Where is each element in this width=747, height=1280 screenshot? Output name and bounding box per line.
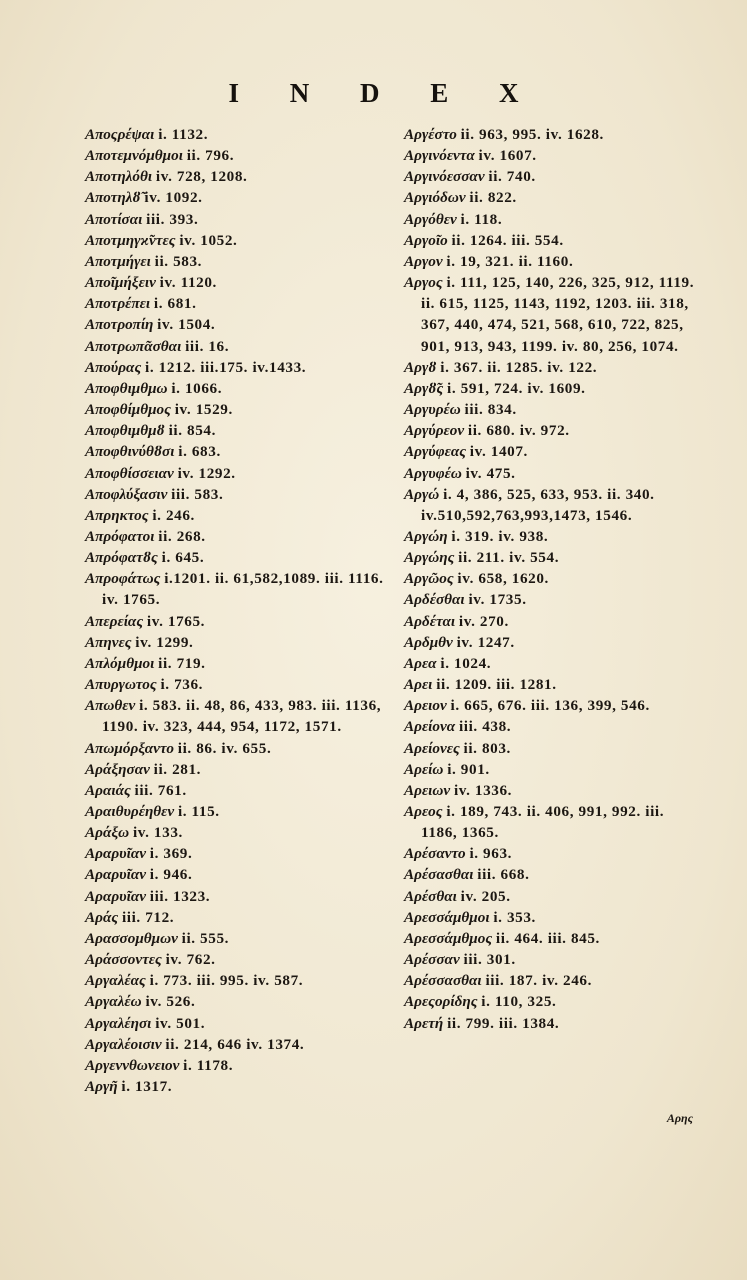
- entry-headword: Αργιόδων: [404, 189, 466, 207]
- entry-headword: Αποςρέψαι: [85, 126, 155, 143]
- entry-references: i. 736.: [160, 676, 204, 694]
- entry-headword: Απούρας: [85, 358, 142, 376]
- entry-references: iv. 1292.: [177, 464, 236, 482]
- index-entry: [85, 1055, 390, 1076]
- index-entry: [85, 928, 390, 949]
- index-entry: [404, 526, 696, 547]
- index-entry: [85, 526, 390, 547]
- index-entry: [404, 420, 696, 441]
- entry-references: i. 1024.: [440, 654, 492, 672]
- entry-references: i. 353.: [493, 908, 536, 926]
- index-entry: [85, 674, 390, 695]
- entry-references: iv. 501.: [155, 1014, 206, 1032]
- entry-references: i. 901.: [447, 760, 490, 778]
- index-entry: [85, 991, 390, 1012]
- entry-headword: Αποτηλȣ̃: [85, 189, 141, 207]
- index-entry: [85, 1013, 390, 1034]
- index-entry: [404, 801, 696, 843]
- entry-references: i. 681.: [153, 295, 197, 313]
- entry-references: i. 1317.: [121, 1078, 173, 1096]
- index-entry: [404, 843, 696, 864]
- entry-headword: Απωθεν: [85, 697, 136, 715]
- index-entry: [404, 886, 696, 907]
- entry-headword: Αργώ: [404, 485, 440, 503]
- entry-references: i. 1066.: [171, 379, 223, 397]
- entry-references: iv. 270.: [458, 612, 509, 630]
- entry-references: iv. 1607.: [478, 147, 537, 165]
- entry-headword: Αραιθυρέηθεν: [85, 803, 175, 820]
- entry-references: ii. 214, 646 iv. 1374.: [165, 1035, 305, 1053]
- entry-references: ii. 211. iv. 554.: [458, 549, 560, 567]
- index-entry: [404, 230, 696, 251]
- entry-references: iv. 1092.: [144, 189, 203, 207]
- entry-references: i. 591, 724. iv. 1609.: [447, 379, 586, 397]
- entry-headword: Αποτμήγει: [85, 252, 151, 270]
- entry-headword: Αργώη: [404, 527, 448, 545]
- entry-references: iv. 526.: [145, 993, 196, 1011]
- entry-headword: Αρδμθν: [404, 633, 453, 651]
- entry-headword: Αργινόεσσαν: [404, 168, 485, 186]
- entry-headword: Αποφθίσσειαν: [85, 464, 174, 482]
- index-entry: [85, 970, 390, 991]
- entry-headword: Αράξω: [85, 824, 130, 842]
- index-entry: [85, 357, 390, 378]
- entry-references: iii. 187. iv. 246.: [485, 972, 593, 990]
- entry-headword: Αράσσοντες: [85, 951, 162, 969]
- entry-references: ii. 796.: [186, 147, 235, 165]
- index-entry: [85, 907, 390, 928]
- entry-references: i. 773. iii. 995. iv. 587.: [149, 972, 304, 990]
- entry-headword: Απυργωτος: [85, 676, 157, 694]
- entry-references: i. 367. ii. 1285. iv. 122.: [440, 358, 598, 376]
- index-entry: [85, 886, 390, 907]
- entry-headword: Αργύφεας: [404, 443, 466, 461]
- entry-references: iv. 1407.: [469, 443, 528, 461]
- entry-headword: Αρεςορίδης: [404, 993, 478, 1011]
- entry-headword: Απωμόρξαντο: [85, 739, 174, 757]
- entry-references: i. 4, 386, 525, 633, 953. ii. 340. iv.510,592,763,993,1473, 1546.: [421, 485, 655, 524]
- entry-headword: Αραιάς: [85, 781, 131, 799]
- index-entry: [85, 653, 390, 674]
- entry-headword: Αρεσσάμθμοι: [404, 908, 490, 926]
- entry-references: i. 963.: [469, 845, 513, 863]
- index-entry: [85, 632, 390, 653]
- entry-headword: Αργυρέω: [404, 401, 461, 419]
- entry-headword: Αποτίσαι: [85, 210, 143, 228]
- entry-headword: Αργαλέησι: [85, 1014, 152, 1032]
- entry-references: i. 1178.: [183, 1056, 234, 1074]
- entry-references: iii. 16.: [185, 337, 230, 355]
- entry-references: i. 946.: [149, 866, 193, 884]
- entry-references: ii. 268.: [158, 527, 206, 545]
- index-entry: [404, 357, 696, 378]
- entry-references: ii. 822.: [469, 189, 517, 207]
- index-entry: [85, 187, 390, 208]
- catchword: Αρης: [666, 1111, 693, 1125]
- entry-headword: Απηνες: [85, 633, 132, 651]
- entry-references: i. 665, 676. iii. 136, 399, 546.: [450, 697, 650, 715]
- index-entry: [404, 272, 696, 357]
- index-entry: [404, 378, 696, 399]
- index-entry: [85, 420, 390, 441]
- index-entry: [85, 568, 390, 610]
- entry-references: ii. 555.: [181, 929, 230, 947]
- entry-references: i. 319. iv. 938.: [451, 527, 549, 545]
- entry-references: i. 683.: [178, 443, 221, 461]
- entry-references: ii. 281.: [153, 760, 202, 778]
- entry-headword: Αρέσασθαι: [404, 866, 474, 884]
- entry-headword: Αργέστο: [404, 126, 457, 143]
- index-entry: [85, 166, 390, 187]
- entry-headword: Αργαλέω: [85, 993, 142, 1011]
- index-entry: [404, 991, 696, 1012]
- index-entry: [404, 484, 696, 526]
- entry-references: iii. 438.: [458, 718, 512, 736]
- entry-references: i. 111, 125, 140, 226, 325, 912, 1119. ii. 615, 1125, 1143, 1192, 1203. iii. 318, 367, 440, 474, 521, 568, 610, 722, 825, 901, 913, 943, 1199. iv. 80, 256, 1074.: [421, 274, 695, 355]
- entry-headword: Αρδέται: [404, 612, 456, 630]
- entry-references: iv. 1052.: [179, 231, 238, 249]
- index-entry: [85, 272, 390, 293]
- entry-references: iv. 1299.: [135, 633, 194, 651]
- index-entry: [404, 166, 696, 187]
- entry-references: ii. 719.: [158, 654, 206, 672]
- entry-references: i. 189, 743. ii. 406, 991, 992. iii. 1186, 1365.: [421, 803, 665, 842]
- entry-headword: Αποφθιμθμω: [85, 379, 168, 397]
- entry-references: iv. 728, 1208.: [155, 168, 248, 186]
- index-entry: [404, 441, 696, 462]
- entry-headword: Αργαλέοισιν: [85, 1035, 162, 1053]
- index-entry: [404, 124, 696, 145]
- entry-references: ii. 583.: [154, 252, 203, 270]
- page-title: I N D E X: [228, 78, 541, 108]
- index-entry: [85, 1034, 390, 1055]
- entry-headword: Αποφθινύθȣσι: [85, 443, 175, 461]
- entry-references: iii. 393.: [146, 210, 199, 228]
- entry-headword: Αρέσσασθαι: [404, 972, 482, 990]
- index-entry: [404, 399, 696, 420]
- entry-references: i. 369.: [149, 845, 193, 863]
- index-entry: [85, 314, 390, 335]
- entry-headword: Αρείονα: [404, 718, 456, 736]
- index-entry: [85, 780, 390, 801]
- entry-headword: Αρέσαντο: [404, 845, 466, 863]
- entry-headword: Αργώης: [404, 549, 455, 567]
- entry-references: iv. 1504.: [157, 316, 216, 334]
- index-entry: [404, 589, 696, 610]
- index-entry: [404, 568, 696, 589]
- entry-references: i. 1132.: [158, 126, 209, 143]
- entry-references: iv. 658, 1620.: [457, 570, 549, 588]
- entry-references: iv. 762.: [165, 951, 216, 969]
- entry-references: i. 1212. iii.175. iv.1433.: [145, 358, 307, 376]
- index-entry: [85, 293, 390, 314]
- index-entry: [404, 463, 696, 484]
- entry-references: ii. 1264. iii. 554.: [451, 231, 564, 249]
- entry-headword: Αποφθιμθμȣ: [85, 422, 165, 440]
- index-entry: [85, 378, 390, 399]
- index-entry: [404, 653, 696, 674]
- entry-references: i. 583. ii. 48, 86, 433, 983. iii. 1136, 1190. iv. 323, 444, 954, 1172, 1571.: [102, 697, 382, 736]
- index-entry: [85, 441, 390, 462]
- entry-references: iii. 761.: [134, 781, 187, 799]
- entry-references: iv. 1735.: [468, 591, 527, 609]
- left-column: [85, 124, 390, 1097]
- entry-references: iv. 133.: [132, 824, 183, 842]
- entry-headword: Απερείας: [85, 612, 144, 630]
- index-entry: [404, 547, 696, 568]
- index-entry: [404, 970, 696, 991]
- right-column: [404, 124, 696, 1034]
- entry-references: iii. 712.: [121, 908, 175, 926]
- entry-headword: Αργύρεον: [404, 422, 465, 440]
- index-entry: [404, 780, 696, 801]
- entry-headword: Αραρυῖαν: [85, 845, 146, 863]
- index-entry: [404, 674, 696, 695]
- entry-headword: Απρόφατȣς: [85, 549, 158, 567]
- entry-references: i. 118.: [460, 210, 503, 228]
- entry-headword: Αποφλύξασιν: [85, 485, 168, 503]
- entry-references: iv. 1529.: [174, 401, 233, 419]
- entry-headword: Απροφάτως: [85, 570, 161, 588]
- index-entry: [404, 949, 696, 970]
- entry-headword: Αποτρέπει: [85, 295, 151, 313]
- entry-headword: Αραρυῖαν: [85, 887, 146, 905]
- entry-headword: Αρει: [404, 676, 433, 694]
- entry-headword: Αρεα: [404, 654, 437, 672]
- entry-references: ii. 854.: [168, 422, 216, 440]
- entry-headword: Αργῶος: [404, 570, 454, 588]
- entry-headword: Αράς: [85, 908, 119, 926]
- entry-references: ii. 1209. iii. 1281.: [436, 676, 557, 694]
- index-entry: [404, 251, 696, 272]
- index-entry: [85, 843, 390, 864]
- index-entry: [85, 209, 390, 230]
- entry-references: iii. 668.: [477, 866, 530, 884]
- index-entry: [85, 230, 390, 251]
- entry-headword: Αρετή: [404, 1014, 444, 1032]
- entry-headword: Αρείονες: [404, 739, 460, 757]
- index-entry: [85, 759, 390, 780]
- entry-references: i. 246.: [152, 506, 195, 524]
- index-entry: [404, 716, 696, 737]
- entry-headword: Απρηκτος: [85, 506, 149, 524]
- entry-references: ii. 740.: [488, 168, 536, 186]
- index-entry: [85, 822, 390, 843]
- index-entry: [85, 145, 390, 166]
- entry-headword: Αρεος: [404, 803, 443, 820]
- entry-references: iii. 583.: [171, 485, 224, 503]
- entry-headword: Αποφθίμθμος: [85, 401, 171, 419]
- index-entry: [85, 547, 390, 568]
- entry-headword: Αργον: [404, 252, 443, 270]
- entry-headword: Αποτηλόθι: [85, 168, 153, 186]
- entry-headword: Αργȣ: [404, 358, 437, 376]
- entry-references: iii. 301.: [463, 951, 516, 969]
- entry-headword: Αρδέσθαι: [404, 591, 465, 609]
- index-entry: [404, 632, 696, 653]
- index-entry: [85, 251, 390, 272]
- index-entry: [404, 695, 696, 716]
- entry-references: iii. 834.: [464, 401, 517, 419]
- index-entry: [85, 611, 390, 632]
- entry-headword: Αραρυῖαν: [85, 866, 146, 884]
- entry-headword: Αργόθεν: [404, 210, 457, 228]
- index-entry: [404, 209, 696, 230]
- entry-headword: Αρέσθαι: [404, 887, 457, 905]
- index-entry: [85, 738, 390, 759]
- index-entry: [85, 336, 390, 357]
- entry-headword: Αρειων: [404, 781, 451, 799]
- index-entry: [404, 928, 696, 949]
- index-entry: [85, 505, 390, 526]
- entry-references: ii. 680. iv. 972.: [467, 422, 570, 440]
- entry-headword: Αποῖμήξειν: [85, 274, 156, 292]
- index-entry: [85, 484, 390, 505]
- index-entry: [85, 801, 390, 822]
- index-entry: [404, 864, 696, 885]
- entry-headword: Αποτμηγϰ̃ντες: [85, 231, 176, 249]
- entry-headword: Αργυφέω: [404, 464, 462, 482]
- entry-references: ii. 464. iii. 845.: [495, 929, 600, 947]
- entry-references: iii. 1323.: [149, 887, 211, 905]
- entry-references: i. 19, 321. ii. 1160.: [446, 252, 574, 270]
- entry-references: iv. 1120.: [159, 274, 217, 292]
- entry-headword: Αργȣ̃ς: [404, 379, 444, 397]
- entry-references: ii. 803.: [463, 739, 511, 757]
- entry-headword: Αρεσσάμθμος: [404, 929, 493, 947]
- entry-headword: Αποτεμνόμθμοι: [85, 147, 183, 165]
- entry-headword: Αποτρωπᾶσθαι: [85, 337, 182, 355]
- entry-references: i. 110, 325.: [481, 993, 557, 1011]
- entry-headword: Αρέσσαν: [404, 951, 460, 969]
- entry-headword: Αργοῖο: [404, 231, 448, 249]
- entry-references: iv. 205.: [460, 887, 511, 905]
- index-entry: [404, 738, 696, 759]
- entry-headword: Απρόφατοι: [85, 527, 155, 545]
- entry-references: iv. 1336.: [453, 781, 513, 799]
- entry-headword: Αργος: [404, 274, 443, 292]
- entry-headword: Αργινόεντα: [404, 147, 475, 165]
- entry-references: iv. 1247.: [456, 633, 515, 651]
- index-entry: [85, 124, 390, 145]
- index-entry: [404, 145, 696, 166]
- entry-headword: Αρειον: [404, 697, 447, 715]
- entry-references: i.1201. ii. 61,582,1089. iii. 1116. iv. 1765.: [102, 570, 384, 609]
- entry-headword: Αράξησαν: [85, 760, 150, 778]
- entry-headword: Αργεννθωνειον: [85, 1056, 180, 1074]
- entry-headword: Αποτροπίη: [85, 316, 154, 334]
- entry-references: iv. 1765.: [146, 612, 206, 630]
- index-entry: [85, 1076, 390, 1097]
- entry-headword: Αργαλέας: [85, 972, 146, 990]
- entry-references: iv. 475.: [465, 464, 516, 482]
- entry-references: ii. 799. iii. 1384.: [447, 1014, 560, 1032]
- entry-references: ii. 86. iv. 655.: [177, 739, 272, 757]
- entry-references: ii. 963, 995. iv. 1628.: [460, 126, 604, 143]
- index-entry: [404, 759, 696, 780]
- index-entry: [404, 187, 696, 208]
- index-entry: [404, 611, 696, 632]
- entry-headword: Αρείω: [404, 760, 444, 778]
- index-entry: [404, 907, 696, 928]
- entry-headword: Αρασσομθμων: [85, 929, 178, 947]
- index-entry: [85, 399, 390, 420]
- entry-references: i. 115.: [177, 803, 220, 820]
- index-entry: [85, 949, 390, 970]
- entry-references: i. 645.: [161, 549, 205, 567]
- index-entry: [404, 1013, 696, 1034]
- entry-headword: Αργῆ: [85, 1078, 118, 1096]
- index-entry: [85, 463, 390, 484]
- index-entry: [85, 864, 390, 885]
- entry-headword: Απλόμθμοι: [85, 654, 155, 672]
- index-entry: [85, 695, 390, 737]
